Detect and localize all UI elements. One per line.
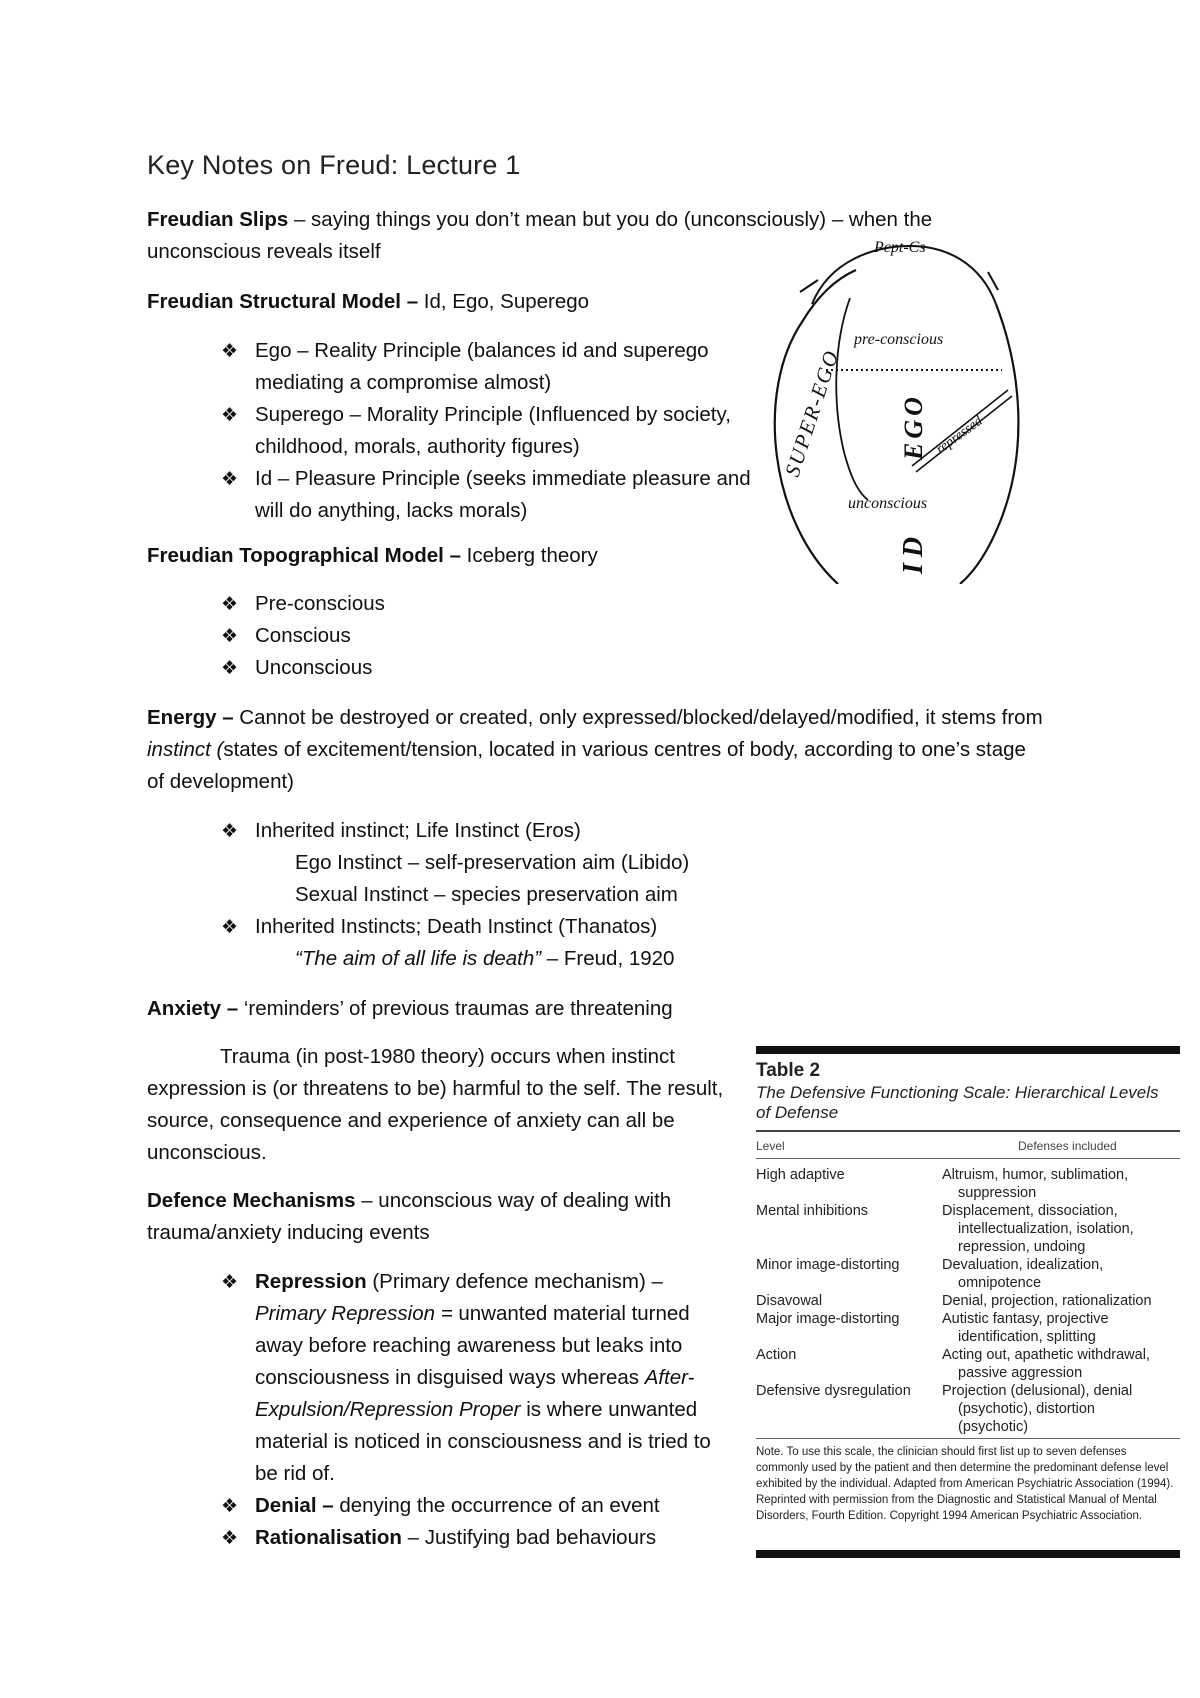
page-title: Key Notes on Freud: Lecture 1: [147, 150, 521, 180]
table-row-level: High adaptive: [756, 1167, 845, 1183]
table-top-rule: [756, 1046, 1180, 1054]
list-item: ❖ Ego – Reality Principle (balances id and superego mediating a compromise almost): [221, 339, 709, 394]
table-row-level: Disavowal: [756, 1293, 823, 1309]
energy-term: Energy –: [147, 706, 234, 729]
bullet-diamond-icon: ❖: [221, 341, 239, 362]
diagram-inner-line: [836, 298, 868, 500]
table-row-level: Major image-distorting: [756, 1311, 900, 1327]
bullet-diamond-icon: ❖: [221, 1496, 239, 1517]
list-item: ❖ Unconscious: [221, 652, 721, 684]
bullet-diamond-icon: ❖: [221, 821, 239, 842]
bullet-diamond-icon: ❖: [221, 1528, 239, 1549]
diagram-label-repressed: repressed: [933, 413, 986, 458]
anxiety-heading: Anxiety – ‘reminders’ of previous traumas are threatening: [147, 997, 673, 1020]
diagram-label-superego: SUPER-EGO: [779, 346, 844, 480]
quote-line: “The aim of all life is death” – Freud, 1920: [295, 947, 675, 970]
diagram-right-outline: [960, 304, 1018, 584]
table-row-level: Minor image-distorting: [756, 1257, 900, 1273]
list-item: ❖ Superego – Morality Principle (Influenced by society, childhood, morals, authority figures): [221, 403, 731, 458]
table-row-level: Defensive dysregulation: [756, 1383, 911, 1399]
anxiety-term: Anxiety –: [147, 997, 239, 1020]
list-item: ❖ Repression (Primary defence mechanism) – Primary Repression = unwanted material turned away before reaching awareness but leaks into consciousness in disguised ways whereas After-Expulsion/Repression Proper is where unwanted material is noticed in consciousness and is tried to be rid of.: [221, 1270, 711, 1485]
defence-list: [221, 1266, 735, 1554]
table-row-defenses: Projection (delusional), denial (psychotic), distortion (psychotic): [942, 1383, 1133, 1435]
slips-term: Freudian Slips: [147, 208, 289, 231]
bullet-diamond-icon: ❖: [221, 1272, 239, 1293]
topographical-list: [221, 588, 721, 684]
table-row-defenses: Acting out, apathetic withdrawal, passive aggression: [942, 1347, 1150, 1381]
energy-list: [221, 815, 921, 975]
structural-text: Id, Ego, Superego: [418, 290, 590, 313]
table-row-defenses: Altruism, humor, sublimation, suppression: [942, 1167, 1129, 1201]
bullet-diamond-icon: ❖: [221, 626, 239, 647]
list-item: ❖ Pre-conscious: [221, 588, 721, 620]
freud-structural-diagram: [760, 232, 1020, 584]
list-item: ❖ Id – Pleasure Principle (seeks immediate pleasure and will do anything, lacks morals): [221, 467, 751, 522]
table-row-level: Action: [756, 1347, 797, 1363]
table-caption: The Defensive Functioning Scale: Hierarchical Levels of Defense: [756, 1083, 1159, 1122]
energy-paragraph: Energy – Cannot be destroyed or created, only expressed/blocked/delayed/modified, it stems from instinct (states of excitement/tension, located in various centres of body, according to one’s stage of development): [147, 706, 1043, 793]
bullet-diamond-icon: ❖: [221, 469, 239, 490]
topographical-heading: [147, 540, 847, 572]
structural-list: [221, 335, 761, 527]
diagram-tick-left: [800, 280, 818, 292]
list-item: ❖ Denial – denying the occurrence of an event: [221, 1490, 735, 1522]
structural-term: Freudian Structural Model –: [147, 290, 419, 313]
table-subheader-rule: [756, 1158, 1180, 1159]
table-col-level: Level: [756, 1139, 785, 1153]
table-row-defenses: Devaluation, idealization, omnipotence: [942, 1257, 1104, 1291]
slips-text: – saying things you don’t mean but you do (unconsciously) – when the unconscious reveals itself: [147, 208, 933, 263]
table-row-defenses: Autistic fantasy, projective identification, splitting: [942, 1311, 1109, 1345]
diagram-label-pcpt: Pcpt-Cs: [874, 239, 926, 256]
table-end-rule: [756, 1550, 1180, 1558]
topographical-text: Iceberg theory: [460, 544, 598, 567]
trauma-paragraph: Trauma (in post-1980 theory) occurs when instinct expression is (or threatens to be) harmful to the self. The result, source, consequence and experience of anxiety can all be unconscious.: [147, 1045, 724, 1164]
defense-table-figure: [756, 1046, 1180, 1566]
list-item: ❖ Conscious: [221, 620, 721, 652]
table-bottom-rule: [756, 1438, 1180, 1439]
defence-term: Defence Mechanisms: [147, 1189, 356, 1212]
structural-heading: [147, 286, 847, 318]
table-header-rule: [756, 1130, 1180, 1132]
table-row-level: Mental inhibitions: [756, 1203, 869, 1219]
bullet-diamond-icon: ❖: [221, 405, 239, 426]
bullet-diamond-icon: ❖: [221, 594, 239, 615]
diagram-tick-right: [988, 272, 998, 290]
topographical-term: Freudian Topographical Model –: [147, 544, 461, 567]
diagram-label-unconscious: unconscious: [848, 495, 928, 512]
bullet-diamond-icon: ❖: [221, 658, 239, 679]
table-row-defenses: Displacement, dissociation, intellectualization, isolation, repression, undoing: [942, 1203, 1134, 1255]
diagram-label-ego: EGO: [899, 393, 928, 460]
sub-item: Sexual Instinct – species preservation aim: [295, 883, 678, 906]
bullet-diamond-icon: ❖: [221, 917, 239, 938]
table-note: Note. To use this scale, the clinician should first list up to seven defenses commonly used by the patient and then determine the predominant defense level exhibited by the individual. Adapted from American Psychiatric Association (1994). Reprinted with permission from the Diagnostic and Statistical Manual of Mental Disorders, Fourth Edition. Copyright 1994 American Psychiatric Association.: [756, 1446, 1174, 1522]
table-label: Table 2: [756, 1060, 821, 1081]
sub-item: Ego Instinct – self-preservation aim (Libido): [295, 851, 690, 874]
list-item: ❖ Rationalisation – Justifying bad behaviours: [221, 1522, 735, 1554]
diagram-label-preconscious: pre-conscious: [854, 331, 944, 348]
list-item: ❖ Inherited instinct; Life Instinct (Eros) Ego Instinct – self-preservation aim (Libido) Sexual Instinct – species preservation aim: [221, 815, 921, 911]
diagram-label-id: ID: [898, 530, 929, 574]
table-row-defenses: Denial, projection, rationalization: [942, 1293, 1152, 1309]
defence-paragraph: Defence Mechanisms – unconscious way of dealing with trauma/anxiety inducing events: [147, 1189, 672, 1244]
list-item: ❖ Inherited Instincts; Death Instinct (Thanatos) “The aim of all life is death” – Freud, 1920: [221, 911, 921, 975]
table-col-defenses: Defenses included: [1018, 1139, 1117, 1153]
